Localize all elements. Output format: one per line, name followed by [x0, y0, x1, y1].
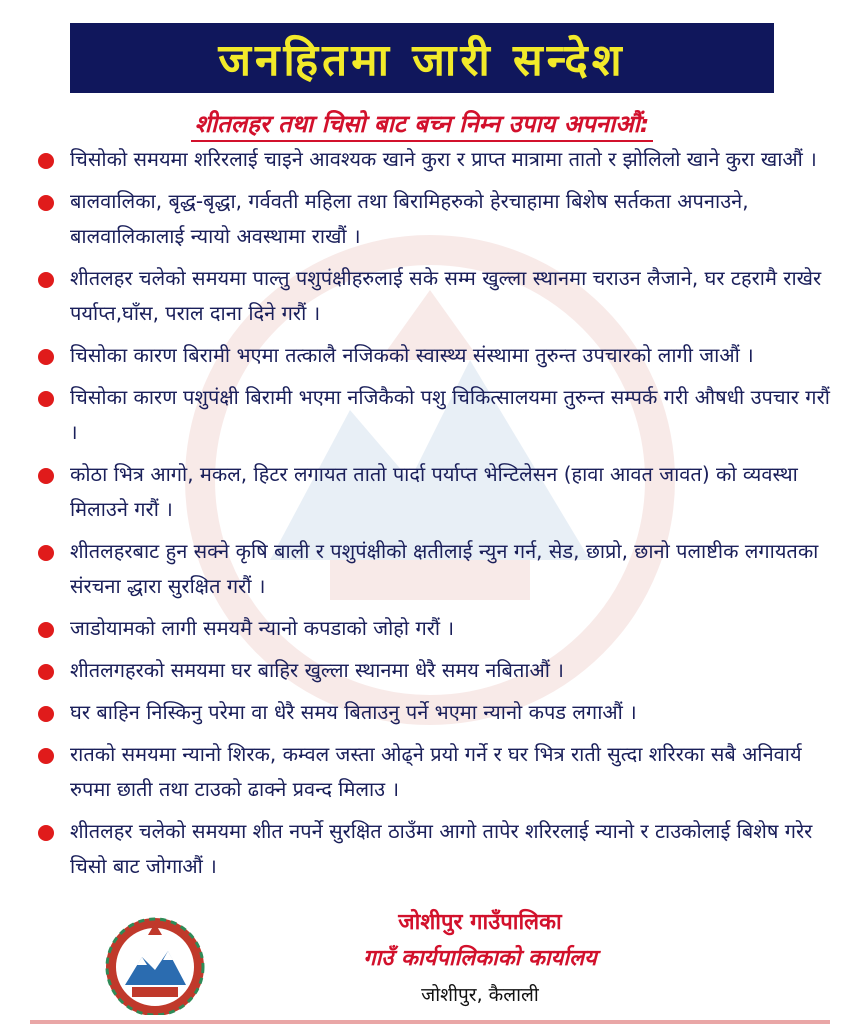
- list-item: [38, 184, 838, 254]
- page-title: जनहितमा जारी सन्देश: [218, 35, 626, 86]
- bullet-icon: [38, 545, 54, 561]
- list-item: [38, 261, 838, 331]
- list-item-text: शीतलहरबाट हुन सक्ने कृषि बाली र पशुपंक्षीको क्षतीलाई न्युन गर्न, सेड, छाप्रो, छानो पलाष्टीक लगायतका संरचना द्धारा सुरक्षित गरौं ।: [70, 539, 819, 598]
- list-item-text: चिसोका कारण बिरामी भएमा तत्कालै नजिकको स्वास्थ्य संस्थामा तुरुन्त उपचारको लागी जाऔं ।: [70, 343, 754, 367]
- bullet-icon: [38, 153, 54, 169]
- bullet-icon: [38, 664, 54, 680]
- office-name: गाउँ कार्यपालिकाको कार्यालय: [363, 946, 597, 971]
- list-item-text: जाडोयामको लागी समयमै न्यानो कपडाको जोहो गरौं ।: [70, 616, 455, 640]
- nepal-emblem-icon: [100, 915, 210, 1015]
- bullet-icon: [38, 825, 54, 841]
- list-item: [38, 534, 838, 604]
- list-item-text: घर बाहिन निस्किनु परेमा वा धेरै समय बिताउनु पर्ने भएमा न्यानो कपड लगाऔं ।: [70, 700, 637, 724]
- list-item: [38, 814, 838, 884]
- bullet-icon: [38, 468, 54, 484]
- bullet-icon: [38, 195, 54, 211]
- bullet-icon: [38, 748, 54, 764]
- list-item-text: चिसोका कारण पशुपंक्षी बिरामी भएमा नजिकैको पशु चिकित्सालयमा तुरुन्त सम्पर्क गरी औषधी उपचार गरौं ।: [70, 385, 830, 444]
- bullet-icon: [38, 391, 54, 407]
- list-item: [38, 142, 838, 177]
- header-banner: [70, 23, 774, 93]
- footer: [100, 905, 844, 1024]
- bullet-icon: [38, 272, 54, 288]
- footer-text: [220, 905, 740, 1013]
- bullet-icon: [38, 706, 54, 722]
- list-item-text: चिसोको समयमा शरिरलाई चाइने आवश्यक खाने कुरा र प्राप्त मात्रामा तातो र झोलिलो खाने कुरा खाऔं ।: [70, 147, 817, 171]
- list-item: [38, 338, 838, 373]
- list-item-text: शीतलहर चलेको समयमा शीत नपर्ने सुरक्षित ठाउँमा आगो तापेर शरिरलाई न्यानो र टाउकोलाई बिशेष गरेर चिसो बाट जोगाऔं ।: [70, 819, 813, 878]
- bullet-icon: [38, 349, 54, 365]
- list-item-text: कोठा भित्र आगो, मकल, हिटर लगायत तातो पार्दा पर्याप्त भेन्टिलेसन (हावा आवत जावत) को व्यवस्था मिलाउने गरौं ।: [70, 462, 798, 521]
- list-item: [38, 737, 838, 807]
- bottom-divider: [30, 1020, 830, 1024]
- org-name: जोशीपुर गाउँपालिका: [398, 910, 562, 935]
- subtitle-text: शीतलहर तथा चिसो बाट बच्न निम्न उपाय अपनाऔं:: [191, 110, 654, 142]
- list-item-text: शीतलहर चलेको समयमा पाल्तु पशुपंक्षीहरुलाई सके सम्म खुल्ला स्थानमा चराउन लैजाने, घर टहरामै राखेर पर्याप्त,घाँस, पराल दाना दिने गरौं ।: [70, 266, 822, 325]
- list-item: [38, 695, 838, 730]
- list-item: [38, 653, 838, 688]
- list-item-text: शीतलगहरको समयमा घर बाहिर खुल्ला स्थानमा धेरै समय नबिताऔं ।: [70, 658, 564, 682]
- location: जोशीपुर, कैलाली: [421, 984, 539, 1006]
- list-item: [38, 611, 838, 646]
- bullet-icon: [38, 622, 54, 638]
- list-item: [38, 457, 838, 527]
- subtitle: [0, 107, 844, 140]
- list-item-text: बालवालिका, बृद्ध-बृद्धा, गर्ववती महिला तथा बिरामिहरुको हेरचाहामा बिशेष सर्तकता अपनाउने, बालवालिकालाई न्यायो अवस्थामा राखौं ।: [70, 189, 749, 248]
- list-item-text: रातको समयमा न्यानो शिरक, कम्वल जस्ता ओढ्ने प्रयो गर्ने र घर भित्र राती सुत्दा शरिरका सबै अनिवार्य रुपमा छाती तथा टाउको ढाक्ने प्रवन्द मिलाउ ।: [70, 742, 802, 801]
- list-item: [38, 380, 838, 450]
- advice-list: [38, 142, 838, 891]
